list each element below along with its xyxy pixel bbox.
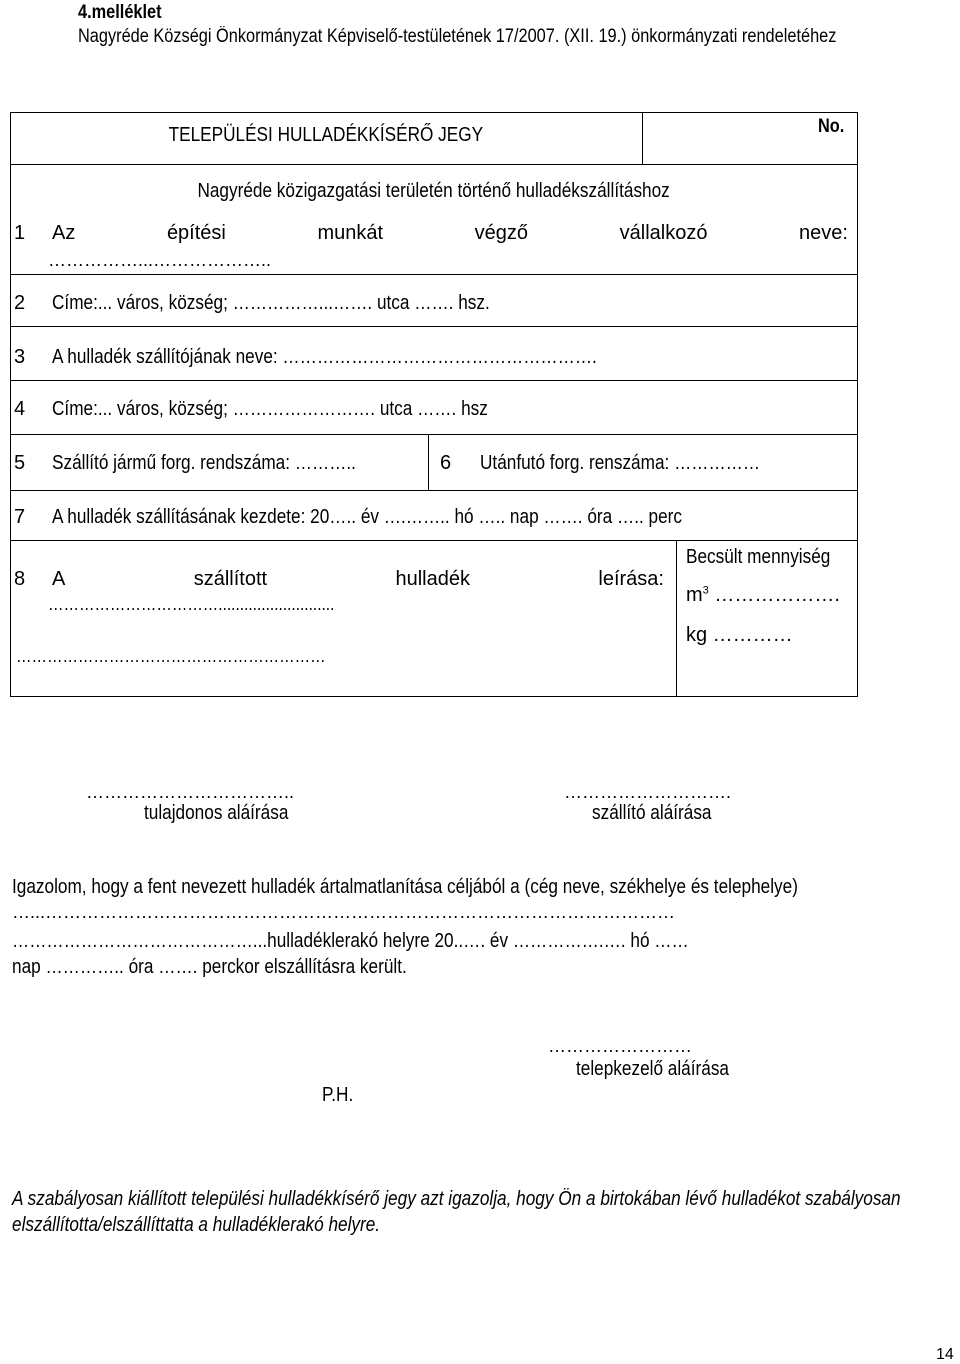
row-1-word: Az — [52, 222, 76, 244]
row-8-word: leírása: — [598, 568, 664, 590]
row-1-contractor-name — [52, 222, 848, 245]
row-8-word: hulladék — [395, 568, 470, 590]
annex-label: 4.melléklet — [78, 2, 162, 23]
estimated-quantity-label: Becsült mennyiség — [686, 546, 831, 568]
row-7-transport-start: A hulladék szállításának kezdete: 20….. év ….…….. hó ….. nap ……. óra ….. perc — [52, 506, 683, 528]
certification-text: Igazolom, hogy a fent nevezett hulladék ártalmatlanítása céljából a (cég neve, székhelye és telephelye) — [12, 876, 798, 898]
form-subtitle: Nagyréde közigazgatási területén történő hulladékszállításhoz — [197, 180, 671, 202]
form-number-label: No. — [818, 116, 845, 137]
carrier-signature-label: szállító aláírása — [592, 802, 712, 824]
row-1-fill-dots: ……………...……………….. — [48, 250, 272, 270]
row-6-trailer-plate: Utánfutó forg. renszáma: …………… — [480, 452, 761, 474]
certification-time-line: nap ………….. óra ……. perckor elszállításra került. — [12, 956, 407, 978]
row-8-number: 8 — [14, 568, 26, 590]
site-manager-signature-label: telepkezelő aláírása — [576, 1058, 729, 1080]
row-2-contractor-address: Címe:... város, község; ……………...……. utca ……. hsz. — [52, 292, 490, 314]
row-4-number: 4 — [14, 398, 26, 420]
row-8-fill-dots: …………………………………………………… — [16, 646, 326, 666]
carrier-signature-line: ………………………. — [564, 782, 732, 802]
weight-kg-field: kg ………… — [686, 624, 793, 646]
row-1-word: neve: — [799, 222, 848, 244]
certification-company-dots: …...…………………………………………………………………………………………… — [12, 902, 676, 922]
row-8-word: A — [52, 568, 66, 590]
volume-m3-field: $m^3$ ………………. — [686, 584, 840, 606]
row-4-carrier-address: Címe:... város, község; ……………………. utca ……. hsz — [52, 398, 488, 420]
owner-signature-label: tulajdonos aláírása — [144, 802, 289, 824]
row-2-number: 2 — [14, 292, 26, 314]
row-8-fill-dots: ……………………………........................... — [48, 594, 335, 614]
row-1-word: vállalkozó — [619, 222, 708, 244]
row-3-number: 3 — [14, 346, 26, 368]
row-8-word: szállított — [193, 568, 268, 590]
row-1-word: építési — [166, 222, 226, 244]
row-7-number: 7 — [14, 506, 26, 528]
certification-landfill-line: ……………………………………...hulladéklerakó helyre 20..…. év …………….…. hó …… — [12, 930, 689, 952]
row-5-number: 5 — [14, 452, 26, 474]
stamp-placeholder: P.H. — [322, 1084, 354, 1106]
row-1-word: munkát — [317, 222, 384, 244]
row-5-vehicle-plate: Szállító jármű forg. rendszáma: ……….. — [52, 452, 356, 474]
row-3-carrier-name: A hulladék szállítójának neve: ………………………………………………. — [52, 346, 597, 368]
regulation-reference: Nagyréde Községi Önkormányzat Képviselő-testületének 17/2007. (XII. 19.) önkormányzati rendeletéhez — [78, 26, 837, 47]
form-title: TELEPÜLÉSI HULLADÉKKÍSÉRŐ JEGY — [168, 124, 484, 146]
page-number: 14 — [936, 1346, 954, 1363]
row-8-waste-description — [52, 568, 664, 591]
owner-signature-line: …………………………….. — [86, 782, 295, 802]
row-6-number: 6 — [440, 452, 452, 474]
site-manager-signature-line: …………………… — [548, 1036, 692, 1056]
row-1-word: végző — [474, 222, 529, 244]
row-1-number: 1 — [14, 222, 26, 244]
footer-note: A szabályosan kiállított települési hulladékkísérő jegy azt igazolja, hogy Ön a birtokában lévő hulladékot szabályosan elszállította/elszállíttatta a hulladéklerakó helyre. — [12, 1188, 901, 1236]
